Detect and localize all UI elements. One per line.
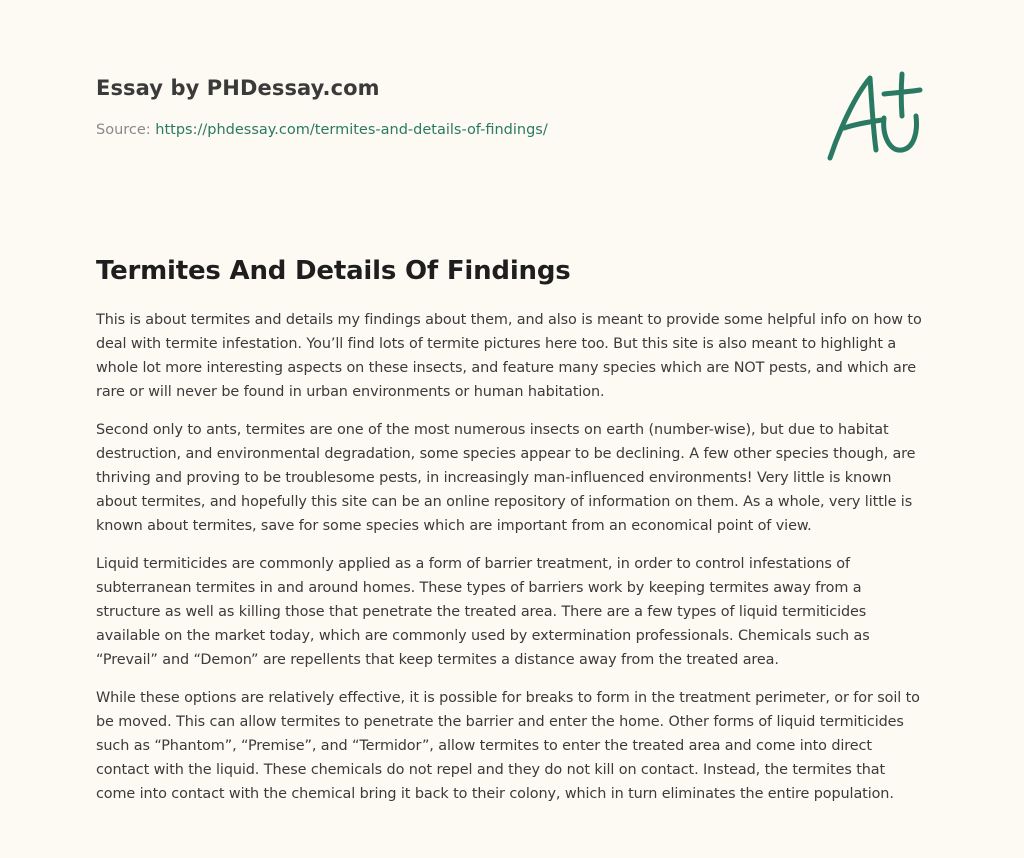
brand-title: Essay by PHDessay.com (96, 76, 380, 100)
a-plus-logo-icon (822, 66, 926, 166)
paragraph-1: This is about termites and details my findings about them, and also is meant to provide some helpful info on how to deal with termite infestation. You’ll find lots of termite pictures here too. But this site is also meant to highlight a whole lot more interesting aspects on these insects, and feature many species which are NOT pests, and which are rare or will never be found in urban environments or human habitation. (96, 312, 922, 400)
article (96, 256, 928, 820)
source-line (96, 122, 796, 138)
paragraph-2: Second only to ants, termites are one of the most numerous insects on earth (number-wise), but due to habitat destruction, and environmental degradation, some species appear to be declining. A few other species though, are thriving and proving to be troublesome pests, in increasingly man-influenced environments! Very little is known about termites, and hopefully this site can be an online repository of information on them. As a whole, very little is known about termites, save for some species which are important from an economical point of view. (96, 422, 916, 534)
paragraph-3: Liquid termiticides are commonly applied as a form of barrier treatment, in order to control infestations of subterranean termites in and around homes. These types of barriers work by keeping termites away from a structure as well as killing those that penetrate the treated area. There are a few types of liquid termiticides available on the market today, which are commonly used by extermination professionals. Chemicals such as “Prevail” and “Demon” are repellents that keep termites a distance away from the treated area. (96, 556, 870, 668)
page-header (96, 76, 796, 138)
paragraph-4: While these options are relatively effective, it is possible for breaks to form in the treatment perimeter, or for soil to be moved. This can allow termites to penetrate the barrier and enter the home. Other forms of liquid termiticides such as “Phantom”, “Premise”, and “Termidor”, allow termites to enter the treated area and come into direct contact with the liquid. These chemicals do not repel and they do not kill on contact. Instead, the termites that come into contact with the chemical bring it back to their colony, which in turn eliminates the entire population. (96, 690, 920, 802)
source-label: Source: (96, 122, 151, 138)
source-link[interactable]: https://phdessay.com/termites-and-details-of-findings/ (155, 122, 548, 138)
page-title: Termites And Details Of Findings (96, 256, 571, 286)
